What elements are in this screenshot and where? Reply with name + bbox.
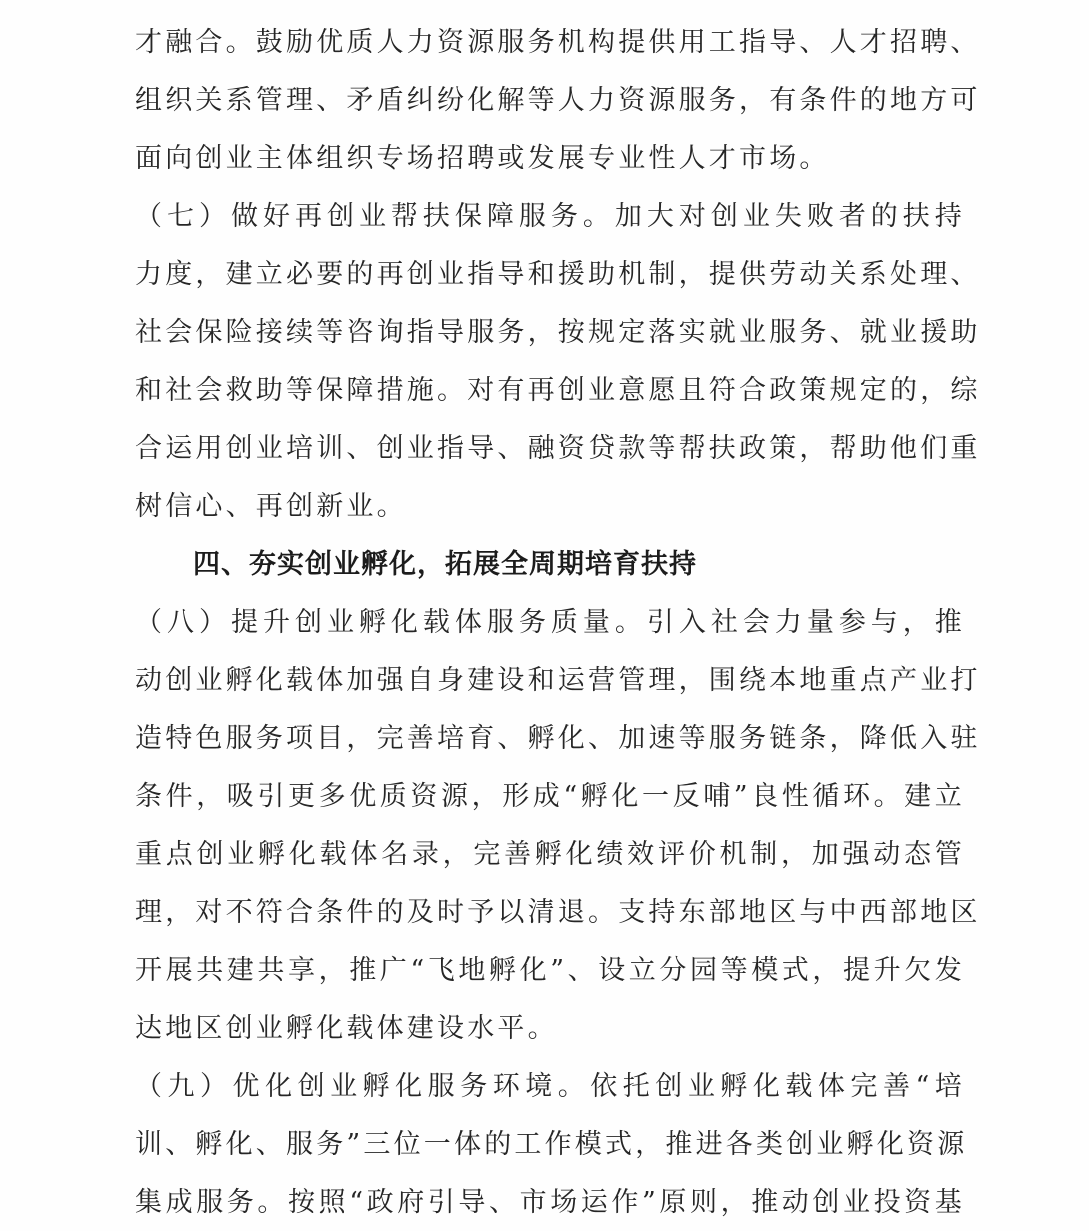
text-line: 组织关系管理、矛盾纠纷化解等人力资源服务，有条件的地方可 <box>135 85 981 116</box>
text-line: 集成服务。按照“政府引导、市场运作”原则，推动创业投资基 <box>135 1187 965 1218</box>
text-line: 理，对不符合条件的及时予以清退。支持东部地区与中西部地区 <box>135 897 981 928</box>
text-line: 达地区创业孵化载体建设水平。 <box>135 1013 558 1044</box>
text-line: （七）做好再创业帮扶保障服务。加大对创业失败者的扶持 <box>135 201 965 232</box>
text-line: 社会保险接续等咨询指导服务，按规定落实就业服务、就业援助 <box>135 317 981 348</box>
text-line: 重点创业孵化载体名录，完善孵化绩效评价机制，加强动态管 <box>135 839 965 870</box>
text-line: 树信心、再创新业。 <box>135 491 407 522</box>
text-line: 条件，吸引更多优质资源，形成“孵化一反哺”良性循环。建立 <box>135 781 965 812</box>
text-line: 造特色服务项目，完善培育、孵化、加速等服务链条，降低入驻 <box>135 723 981 754</box>
text-line: 合运用创业培训、创业指导、融资贷款等帮扶政策，帮助他们重 <box>135 433 981 464</box>
section-heading: 四、夯实创业孵化，拓展全周期培育扶持 <box>193 549 697 580</box>
text-line: 开展共建共享，推广“飞地孵化”、设立分园等模式，提升欠发 <box>135 955 965 986</box>
text-line: 面向创业主体组织专场招聘或发展专业性人才市场。 <box>135 143 830 174</box>
text-line: （八）提升创业孵化载体服务质量。引入社会力量参与，推 <box>135 607 965 638</box>
text-line: 才融合。鼓励优质人力资源服务机构提供用工指导、人才招聘、 <box>135 27 981 58</box>
text-line: 动创业孵化载体加强自身建设和运营管理，围绕本地重点产业打 <box>135 665 981 696</box>
text-line: 力度，建立必要的再创业指导和援助机制，提供劳动关系处理、 <box>135 259 981 290</box>
text-line: 和社会救助等保障措施。对有再创业意愿且符合政策规定的，综 <box>135 375 981 406</box>
text-line: （九）优化创业孵化服务环境。依托创业孵化载体完善“培 <box>135 1071 965 1102</box>
text-line: 训、孵化、服务”三位一体的工作模式，推进各类创业孵化资源 <box>135 1129 968 1160</box>
